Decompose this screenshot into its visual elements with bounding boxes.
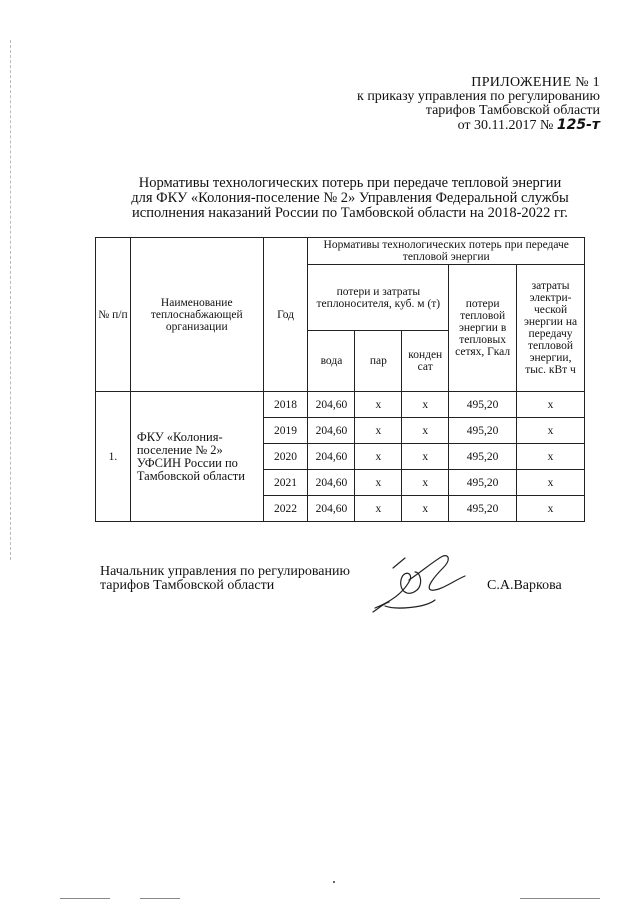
document-title-line-3: исполнения наказаний России по Тамбовской области на 2018-2022 гг. (132, 205, 568, 221)
cell-water: 204,60 (308, 418, 355, 444)
cell-electric: х (517, 392, 585, 418)
document-title-line-1: Нормативы технологических потерь при передаче тепловой энергии (138, 175, 562, 191)
cell-water: 204,60 (308, 444, 355, 470)
cell-electric: х (517, 444, 585, 470)
scan-dot (333, 881, 335, 883)
cell-electric: х (517, 418, 585, 444)
signatory-position (100, 565, 350, 593)
cell-year: 2021 (263, 470, 308, 496)
signatory-name: С.А.Варкова (487, 578, 562, 593)
order-number: 125-т (556, 117, 600, 133)
col-header-steam: пар (355, 331, 402, 392)
cell-electric: х (517, 470, 585, 496)
col-header-heat-loss: потери тепловой энергии в тепловых сетях, Гкал (449, 265, 517, 392)
document-title (90, 176, 610, 221)
cell-steam: х (355, 470, 402, 496)
col-header-year: Год (263, 238, 308, 392)
cell-year: 2022 (263, 496, 308, 522)
cell-steam: х (355, 496, 402, 522)
appendix-title: ПРИЛОЖЕНИЕ № 1 (471, 75, 600, 90)
cell-condensate: х (402, 418, 449, 444)
appendix-authority-line: тарифов Тамбовской области (425, 103, 600, 118)
cell-condensate: х (402, 496, 449, 522)
cell-water: 204,60 (308, 470, 355, 496)
cell-water: 204,60 (308, 496, 355, 522)
cell-heat: 495,20 (449, 392, 517, 418)
cell-steam: х (355, 418, 402, 444)
signatory-position-line-2: тарифов Тамбовской области (100, 578, 275, 593)
cell-condensate: х (402, 444, 449, 470)
col-header-electric: затраты электри-ческой энергии на передачу тепловой энергии, тыс. кВт ч (517, 265, 585, 392)
col-header-org: Наименование теплоснабжающей организации (130, 238, 263, 392)
appendix-order-line: к приказу управления по регулированию (357, 89, 600, 104)
cell-heat: 495,20 (449, 418, 517, 444)
cell-year: 2018 (263, 392, 308, 418)
cell-steam: х (355, 392, 402, 418)
table-row (96, 392, 585, 418)
signatory-position-line-1: Начальник управления по регулированию (100, 564, 350, 579)
cell-water: 204,60 (308, 392, 355, 418)
cell-heat: 495,20 (449, 470, 517, 496)
page-edge-marks (10, 40, 13, 560)
col-header-condensate: конден сат (402, 331, 449, 392)
document-title-line-2: для ФКУ «Колония-поселение № 2» Управления Федеральной службы (131, 190, 569, 206)
col-header-water: вода (308, 331, 355, 392)
col-header-carrier: потери и затраты теплоносителя, куб. м (т) (308, 265, 449, 331)
appendix-date-line (330, 118, 600, 133)
cell-condensate: х (402, 392, 449, 418)
norms-table (95, 237, 585, 522)
cell-condensate: х (402, 470, 449, 496)
bottom-edge-mark (60, 898, 110, 899)
col-header-num: № п/п (96, 238, 131, 392)
cell-year: 2019 (263, 418, 308, 444)
appendix-header (330, 76, 600, 133)
cell-electric: х (517, 496, 585, 522)
col-header-norms: Нормативы технологических потерь при передаче тепловой энергии (308, 238, 585, 265)
cell-year: 2020 (263, 444, 308, 470)
cell-heat: 495,20 (449, 444, 517, 470)
cell-heat: 495,20 (449, 496, 517, 522)
bottom-edge-mark (520, 898, 600, 899)
appendix-date: от 30.11.2017 № (457, 118, 554, 133)
row-number: 1. (96, 392, 131, 522)
handwritten-signature (365, 550, 480, 620)
cell-steam: х (355, 444, 402, 470)
org-name: ФКУ «Колония-поселение № 2» УФСИН России по Тамбовской области (130, 392, 263, 522)
bottom-edge-mark (140, 898, 180, 899)
